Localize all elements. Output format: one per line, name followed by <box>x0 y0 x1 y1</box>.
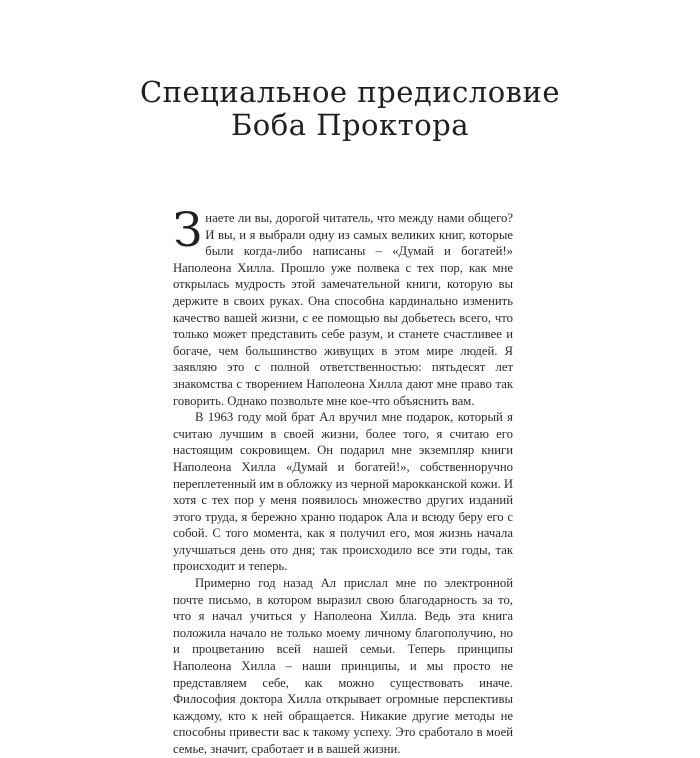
paragraph-1-text: наете ли вы, дорогой читатель, что между нами общего? И вы, и я выбрали одну из самых великих книг, которые были когда-либо написаны – «Думай и богатей!» Наполеона Хилла. Прошло уже полвека с тех пор, как мне открылась мудрость этой замечательной книги, которую вы держите в своих руках. Она способна кардинально изменить качество вашей жизни, с ее помощью вы добьетесь всего, что только может представить себе разум, и станете счастливее и богаче, чем большинство живущих в этом мире людей. Я заявляю это с полной ответственностью: пятьдесят лет знакомства с творением Наполеона Хилла дают мне право так говорить. Однако позвольте мне кое-что объяснить вам. <box>173 211 513 408</box>
body-text <box>173 203 513 758</box>
chapter-title <box>0 76 700 142</box>
chapter-title-line-2: Боба Проктора <box>230 108 470 142</box>
paragraph-1 <box>173 203 513 409</box>
drop-cap: З <box>173 203 203 258</box>
paragraph-2: В 1963 году мой брат Ал вручил мне подарок, который я считаю лучшим в своей жизни, более того, я считаю его настоящим сокровищем. Он подарил мне экземпляр книги Наполеона Хилла «Думай и богатей!», собственноручно переплетенный им в обложку из черной марокканской кожи. И хотя с тех пор у меня появилось множество других изданий этого труда, я бережно храню подарок Ала и всюду беру его с собой. С того момента, как я получил его, моя жизнь начала улучшаться день ото дня; так происходило все эти годы, так происходит и теперь. <box>173 410 513 574</box>
chapter-title-line-1: Специальное предисловие <box>139 75 560 109</box>
paragraph-3: Примерно год назад Ал прислал мне по электронной почте письмо, в котором выразил свою благодарность за то, что я начал учиться у Наполеона Хилла. Ведь эта книга положила начало не только моему личному благополучию, но и процветанию всей нашей семьи. Теперь принципы Наполеона Хилла – наши принципы, и мы просто не представляем себе, как можно существовать иначе. Философия доктора Хилла открывает огромные перспективы каждому, кто к ней обращается. Никакие другие методы не способны привести вас к такому успеху. Это сработало в моей семье, значит, сработает и в вашей жизни. <box>173 576 513 756</box>
